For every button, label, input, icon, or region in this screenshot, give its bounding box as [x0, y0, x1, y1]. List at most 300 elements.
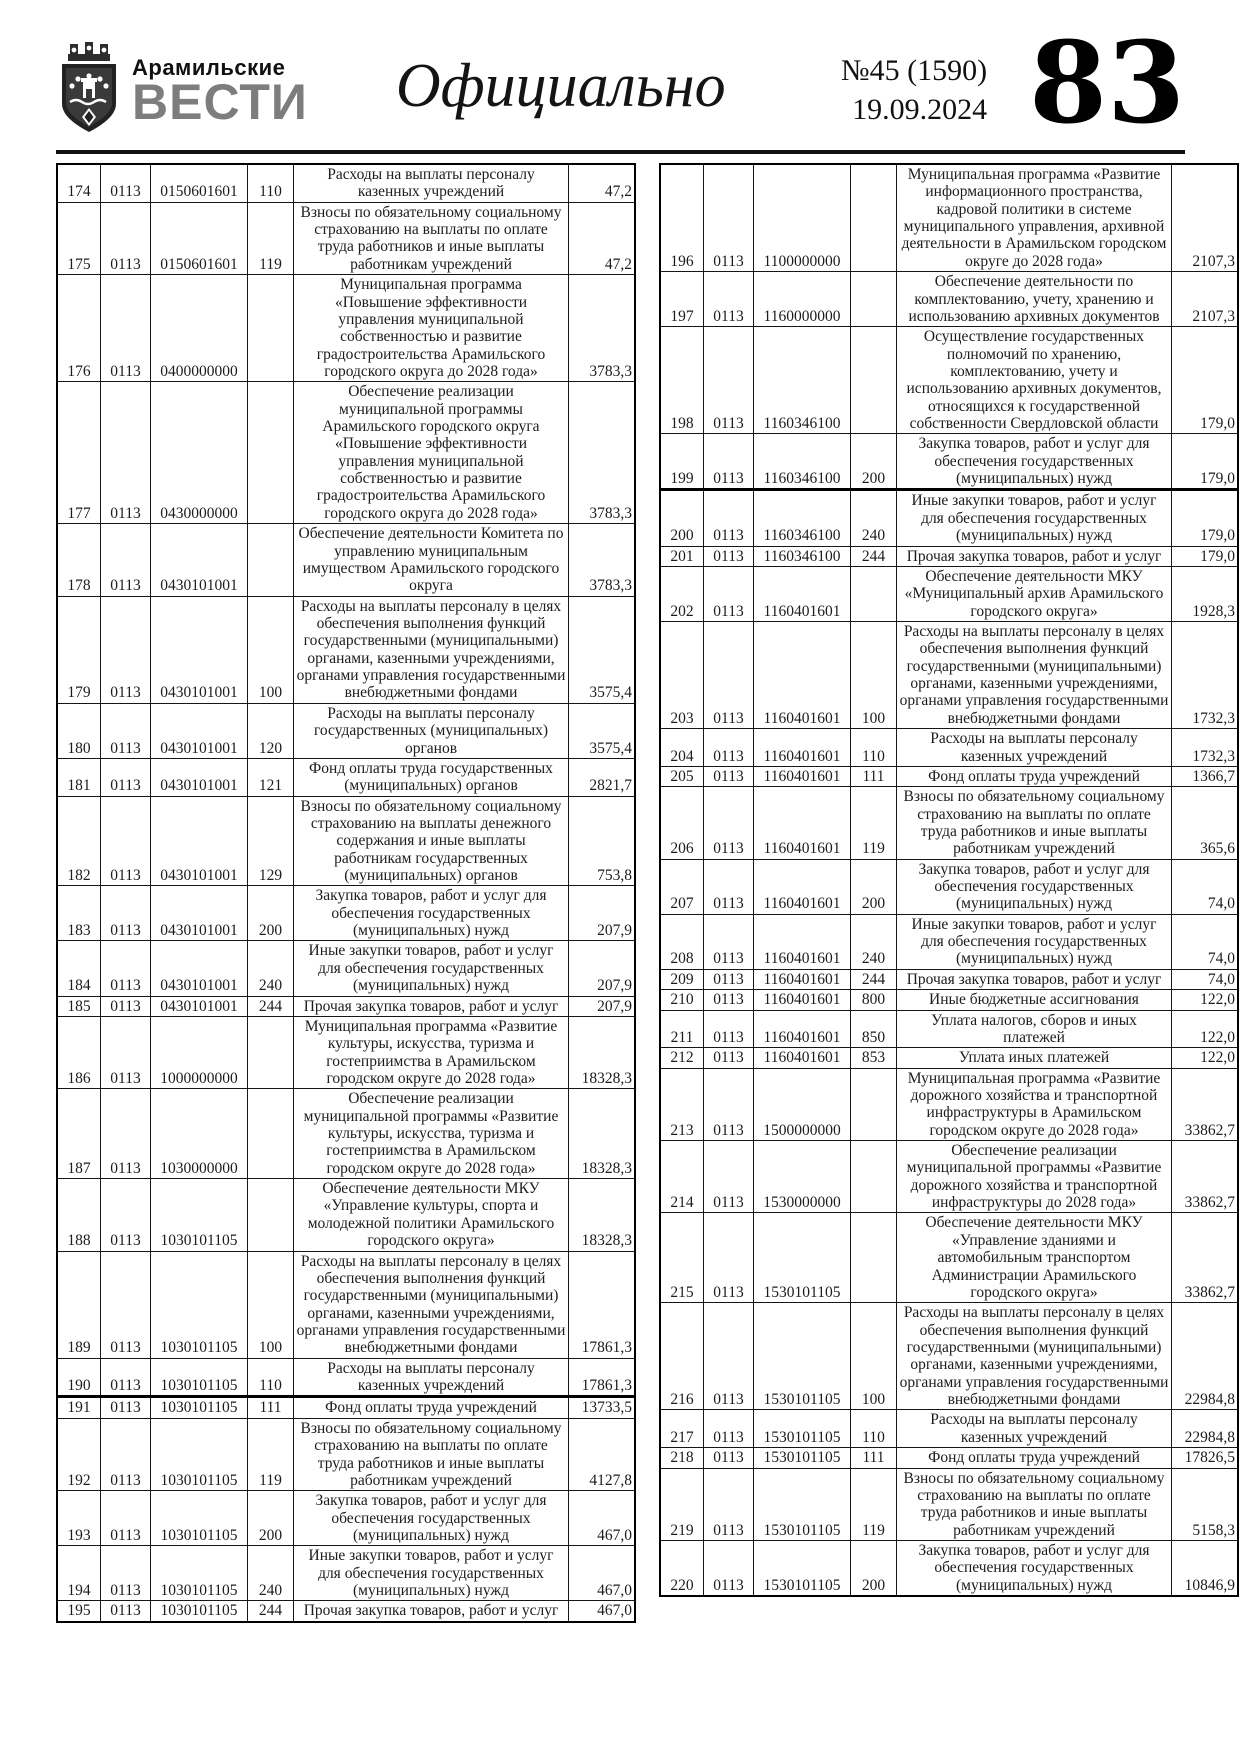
cell-row-number: 187: [57, 1089, 101, 1179]
cell-expense-type-code: 200: [248, 886, 294, 941]
cell-expense-type-code: 240: [248, 1546, 294, 1601]
cell-amount: 122,0: [1172, 1010, 1239, 1048]
cell-amount: 1732,3: [1172, 729, 1239, 767]
cell-section-code: 0113: [101, 1397, 151, 1418]
cell-target-item-code: 0400000000: [151, 275, 248, 382]
table-row: [660, 566, 1238, 621]
table-row: [57, 1016, 635, 1088]
cell-row-number: 205: [660, 766, 704, 786]
cell-name: Уплата налогов, сборов и иных платежей: [897, 1010, 1172, 1048]
table-row: [57, 796, 635, 886]
table-row: [660, 1048, 1238, 1068]
cell-row-number: 218: [660, 1448, 704, 1468]
cell-target-item-code: 1530000000: [754, 1141, 851, 1213]
cell-section-code: 0113: [704, 1048, 754, 1068]
cell-expense-type-code: 100: [851, 1303, 897, 1410]
cell-row-number: 177: [57, 382, 101, 524]
cell-row-number: 183: [57, 886, 101, 941]
cell-expense-type-code: [248, 524, 294, 596]
cell-target-item-code: 0430101001: [151, 996, 248, 1016]
cell-amount: 3783,3: [569, 382, 636, 524]
cell-row-number: 176: [57, 275, 101, 382]
cell-name: Взносы по обязательному социальному страхованию на выплаты по оплате труда работников и иные выплаты работникам учреждений: [294, 1418, 569, 1490]
cell-amount: 179,0: [1172, 327, 1239, 434]
cell-row-number: 220: [660, 1540, 704, 1596]
cell-name: Иные закупки товаров, работ и услуг для обеспечения государственных (муниципальных) нужд: [294, 941, 569, 996]
cell-amount: 33862,7: [1172, 1068, 1239, 1140]
cell-target-item-code: 1530101105: [754, 1468, 851, 1540]
cell-expense-type-code: 853: [851, 1048, 897, 1068]
cell-name: Взносы по обязательному социальному страхованию на выплаты по оплате труда работников и иные выплаты работникам учреждений: [897, 1468, 1172, 1540]
masthead-line2: ВЕСТИ: [132, 73, 308, 130]
cell-amount: 179,0: [1172, 490, 1239, 546]
cell-row-number: 195: [57, 1601, 101, 1622]
cell-section-code: 0113: [704, 546, 754, 566]
table-row: [660, 1068, 1238, 1140]
cell-section-code: 0113: [101, 202, 151, 274]
cell-row-number: 202: [660, 566, 704, 621]
cell-row-number: 178: [57, 524, 101, 596]
table-row: [57, 758, 635, 796]
cell-row-number: 189: [57, 1251, 101, 1358]
cell-row-number: 204: [660, 729, 704, 767]
cell-amount: 3783,3: [569, 275, 636, 382]
table-row: [660, 1213, 1238, 1303]
cell-name: Муниципальная программа «Развитие культуры, искусства, туризма и гостеприимства в Арамильском городском округе до 2028 года»: [294, 1016, 569, 1088]
cell-row-number: 203: [660, 621, 704, 728]
cell-name: Расходы на выплаты персоналу в целях обеспечения выполнения функций государственными (муниципальными) органами, казенными учреждениями, органами управления государственными внебюджетными фондами: [294, 1251, 569, 1358]
table-row: [660, 859, 1238, 914]
cell-row-number: 174: [57, 164, 101, 202]
cell-section-code: 0113: [101, 703, 151, 758]
cell-amount: 207,9: [569, 886, 636, 941]
table-row: [57, 1418, 635, 1490]
cell-amount: 207,9: [569, 996, 636, 1016]
cell-target-item-code: 0150601601: [151, 202, 248, 274]
table-row: [57, 1179, 635, 1251]
cell-row-number: 193: [57, 1491, 101, 1546]
cell-expense-type-code: 110: [851, 1410, 897, 1448]
cell-name: Расходы на выплаты персоналу в целях обеспечения выполнения функций государственными (муниципальными) органами, казенными учреждениями, органами управления государственными внебюджетными фондами: [294, 596, 569, 703]
table-row: [660, 1540, 1238, 1596]
cell-name: Осуществление государственных полномочий по хранению, комплектованию, учету и использованию архивных документов, относящихся к государственной собственности Свердловской области: [897, 327, 1172, 434]
cell-target-item-code: 1160401601: [754, 566, 851, 621]
masthead-title: [132, 54, 308, 130]
cell-row-number: 180: [57, 703, 101, 758]
cell-row-number: 211: [660, 1010, 704, 1048]
cell-name: Обеспечение реализации муниципальной программы «Развитие культуры, искусства, туризма и гостеприимства в Арамильском городском округе до 2028 года»: [294, 1089, 569, 1179]
cell-expense-type-code: 850: [851, 1010, 897, 1048]
table-row: [660, 1010, 1238, 1048]
table-row: [660, 546, 1238, 566]
content-columns: [56, 163, 1235, 1623]
cell-target-item-code: 1160000000: [754, 272, 851, 327]
cell-target-item-code: 1030101105: [151, 1179, 248, 1251]
cell-target-item-code: 1160401601: [754, 766, 851, 786]
table-row: [660, 1448, 1238, 1468]
budget-table-left: [56, 163, 636, 1623]
cell-section-code: 0113: [101, 796, 151, 886]
cell-name: Взносы по обязательному социальному страхованию на выплаты по оплате труда работников и иные выплаты работникам учреждений: [294, 202, 569, 274]
cell-amount: 74,0: [1172, 969, 1239, 989]
cell-expense-type-code: 240: [248, 941, 294, 996]
cell-amount: 179,0: [1172, 546, 1239, 566]
cell-row-number: 216: [660, 1303, 704, 1410]
cell-name: Расходы на выплаты персоналу в целях обеспечения выполнения функций государственными (муниципальными) органами, казенными учреждениями, органами управления государственными внебюджетными фондами: [897, 621, 1172, 728]
cell-amount: 1928,3: [1172, 566, 1239, 621]
table-row: [57, 202, 635, 274]
cell-name: Прочая закупка товаров, работ и услуг: [294, 1601, 569, 1622]
cell-target-item-code: 1160346100: [754, 490, 851, 546]
table-row: [660, 327, 1238, 434]
cell-name: Расходы на выплаты персоналу казенных учреждений: [294, 1358, 569, 1397]
cell-target-item-code: 1160401601: [754, 990, 851, 1010]
cell-section-code: 0113: [101, 996, 151, 1016]
cell-name: Обеспечение реализации муниципальной программы «Развитие дорожного хозяйства и транспортной инфраструктуры до 2028 года»: [897, 1141, 1172, 1213]
table-row: [660, 1141, 1238, 1213]
table-row: [57, 1491, 635, 1546]
table-row: [57, 703, 635, 758]
issue-number: №45 (1590): [841, 54, 988, 87]
cell-section-code: 0113: [704, 859, 754, 914]
cell-expense-type-code: [248, 382, 294, 524]
cell-expense-type-code: [851, 1213, 897, 1303]
cell-name: Расходы на выплаты персоналу казенных учреждений: [897, 1410, 1172, 1448]
cell-section-code: 0113: [704, 990, 754, 1010]
cell-amount: 22984,8: [1172, 1410, 1239, 1448]
cell-target-item-code: 0430101001: [151, 758, 248, 796]
cell-amount: 2107,3: [1172, 272, 1239, 327]
header-divider: [56, 150, 1185, 154]
table-row: [57, 886, 635, 941]
cell-target-item-code: 1530101105: [754, 1303, 851, 1410]
cell-section-code: 0113: [704, 434, 754, 490]
cell-expense-type-code: [851, 1141, 897, 1213]
cell-name: Фонд оплаты труда учреждений: [897, 1448, 1172, 1468]
cell-row-number: 188: [57, 1179, 101, 1251]
cell-amount: 365,6: [1172, 787, 1239, 859]
cell-row-number: 208: [660, 914, 704, 969]
cell-section-code: 0113: [704, 1068, 754, 1140]
cell-name: Муниципальная программа «Повышение эффективности управления муниципальной собственностью и развитие градостроительства Арамильского городского округа до 2028 года»: [294, 275, 569, 382]
cell-target-item-code: 1160346100: [754, 434, 851, 490]
cell-name: Закупка товаров, работ и услуг для обеспечения государственных (муниципальных) нужд: [294, 1491, 569, 1546]
cell-section-code: 0113: [101, 1016, 151, 1088]
cell-name: Обеспечение деятельности Комитета по управлению муниципальным имуществом Арамильского городского округа: [294, 524, 569, 596]
cell-section-code: 0113: [704, 969, 754, 989]
cell-target-item-code: 1530101105: [754, 1540, 851, 1596]
cell-target-item-code: 1160401601: [754, 621, 851, 728]
cell-amount: 3783,3: [569, 524, 636, 596]
cell-section-code: 0113: [101, 164, 151, 202]
cell-name: Муниципальная программа «Развитие дорожного хозяйства и транспортной инфраструктуры в Арамильском городском округе до 2028 года»: [897, 1068, 1172, 1140]
cell-target-item-code: 1160346100: [754, 546, 851, 566]
cell-amount: 17861,3: [569, 1251, 636, 1358]
cell-name: Фонд оплаты труда государственных (муниципальных) органов: [294, 758, 569, 796]
table-row: [660, 1303, 1238, 1410]
cell-expense-type-code: 200: [851, 859, 897, 914]
cell-amount: 74,0: [1172, 859, 1239, 914]
cell-row-number: 175: [57, 202, 101, 274]
cell-name: Расходы на выплаты персоналу казенных учреждений: [294, 164, 569, 202]
cell-row-number: 198: [660, 327, 704, 434]
issue-date: 19.09.2024: [852, 93, 988, 126]
cell-row-number: 210: [660, 990, 704, 1010]
page-header: [56, 18, 1185, 150]
table-row: [57, 1546, 635, 1601]
cell-expense-type-code: [851, 1068, 897, 1140]
cell-amount: 122,0: [1172, 1048, 1239, 1068]
cell-row-number: 184: [57, 941, 101, 996]
cell-row-number: 219: [660, 1468, 704, 1540]
table-row: [660, 434, 1238, 490]
cell-row-number: 217: [660, 1410, 704, 1448]
cell-row-number: 201: [660, 546, 704, 566]
cell-amount: 3575,4: [569, 596, 636, 703]
cell-section-code: 0113: [101, 1418, 151, 1490]
table-row: [660, 1410, 1238, 1448]
page-number: 83: [1029, 18, 1185, 150]
table-row: [660, 766, 1238, 786]
cell-section-code: 0113: [101, 1251, 151, 1358]
cell-expense-type-code: [851, 164, 897, 272]
table-row: [57, 1251, 635, 1358]
cell-section-code: 0113: [704, 914, 754, 969]
cell-target-item-code: 1160401601: [754, 1048, 851, 1068]
cell-row-number: 186: [57, 1016, 101, 1088]
cell-target-item-code: 1100000000: [754, 164, 851, 272]
table-row: [660, 914, 1238, 969]
cell-amount: 33862,7: [1172, 1213, 1239, 1303]
cell-section-code: 0113: [101, 275, 151, 382]
cell-row-number: 194: [57, 1546, 101, 1601]
table-row: [660, 621, 1238, 728]
cell-target-item-code: 1160401601: [754, 787, 851, 859]
cell-section-code: 0113: [101, 1358, 151, 1397]
cell-amount: 207,9: [569, 941, 636, 996]
cell-expense-type-code: 244: [851, 546, 897, 566]
cell-amount: 3575,4: [569, 703, 636, 758]
cell-name: Обеспечение деятельности по комплектованию, учету, хранению и использованию архивных документов: [897, 272, 1172, 327]
cell-expense-type-code: 100: [851, 621, 897, 728]
cell-section-code: 0113: [704, 1468, 754, 1540]
cell-target-item-code: 1030101105: [151, 1358, 248, 1397]
table-row: [660, 969, 1238, 989]
cell-section-code: 0113: [101, 886, 151, 941]
cell-section-code: 0113: [101, 1179, 151, 1251]
cell-amount: 18328,3: [569, 1016, 636, 1088]
cell-expense-type-code: [248, 1179, 294, 1251]
cell-expense-type-code: 110: [851, 729, 897, 767]
cell-row-number: 213: [660, 1068, 704, 1140]
cell-name: Расходы на выплаты персоналу в целях обеспечения выполнения функций государственными (муниципальными) органами, казенными учреждениями, органами управления государственными внебюджетными фондами: [897, 1303, 1172, 1410]
cell-section-code: 0113: [704, 272, 754, 327]
cell-expense-type-code: [248, 1089, 294, 1179]
cell-row-number: 185: [57, 996, 101, 1016]
cell-expense-type-code: [851, 566, 897, 621]
cell-name: Обеспечение реализации муниципальной программы Арамильского городского округа «Повышение эффективности управления муниципальной собственностью и развитие градостроительства Арамильского городского округа до 2028 года»: [294, 382, 569, 524]
cell-expense-type-code: 800: [851, 990, 897, 1010]
coat-of-arms-icon: [56, 42, 122, 139]
table-row: [57, 1358, 635, 1397]
cell-target-item-code: 1160401601: [754, 729, 851, 767]
cell-row-number: 191: [57, 1397, 101, 1418]
cell-name: Иные закупки товаров, работ и услуг для обеспечения государственных (муниципальных) нужд: [897, 490, 1172, 546]
cell-section-code: 0113: [704, 1010, 754, 1048]
cell-target-item-code: 1030101105: [151, 1251, 248, 1358]
cell-target-item-code: 1030101105: [151, 1397, 248, 1418]
cell-expense-type-code: 244: [248, 1601, 294, 1622]
section-title: Официально: [395, 51, 726, 120]
table-row: [57, 382, 635, 524]
cell-section-code: 0113: [101, 1546, 151, 1601]
cell-name: Иные закупки товаров, работ и услуг для обеспечения государственных (муниципальных) нужд: [294, 1546, 569, 1601]
cell-amount: 33862,7: [1172, 1141, 1239, 1213]
cell-name: Муниципальная программа «Развитие информационного пространства, кадровой политики в системе муниципального управления, архивной деятельности в Арамильском городском округе до 2028 года»: [897, 164, 1172, 272]
cell-amount: 753,8: [569, 796, 636, 886]
cell-section-code: 0113: [704, 729, 754, 767]
cell-name: Закупка товаров, работ и услуг для обеспечения государственных (муниципальных) нужд: [897, 434, 1172, 490]
cell-expense-type-code: 119: [248, 1418, 294, 1490]
cell-name: Иные бюджетные ассигнования: [897, 990, 1172, 1010]
table-row: [57, 1601, 635, 1622]
cell-name: Взносы по обязательному социальному страхованию на выплаты по оплате труда работников и иные выплаты работникам учреждений: [897, 787, 1172, 859]
cell-row-number: 190: [57, 1358, 101, 1397]
cell-expense-type-code: 244: [248, 996, 294, 1016]
cell-name: Закупка товаров, работ и услуг для обеспечения государственных (муниципальных) нужд: [897, 1540, 1172, 1596]
cell-expense-type-code: 111: [851, 1448, 897, 1468]
cell-amount: 17826,5: [1172, 1448, 1239, 1468]
cell-target-item-code: 1160401601: [754, 914, 851, 969]
cell-amount: 18328,3: [569, 1179, 636, 1251]
cell-target-item-code: 0430101001: [151, 796, 248, 886]
cell-amount: 122,0: [1172, 990, 1239, 1010]
cell-target-item-code: 1030101105: [151, 1418, 248, 1490]
table-row: [57, 275, 635, 382]
cell-section-code: 0113: [704, 490, 754, 546]
table-row: [57, 164, 635, 202]
issue-block: [841, 51, 987, 129]
cell-amount: 467,0: [569, 1491, 636, 1546]
cell-name: Фонд оплаты труда учреждений: [897, 766, 1172, 786]
cell-target-item-code: 0430101001: [151, 703, 248, 758]
table-row: [660, 272, 1238, 327]
cell-row-number: 200: [660, 490, 704, 546]
cell-row-number: 182: [57, 796, 101, 886]
cell-expense-type-code: 200: [248, 1491, 294, 1546]
cell-amount: 1366,7: [1172, 766, 1239, 786]
cell-amount: 74,0: [1172, 914, 1239, 969]
cell-row-number: 207: [660, 859, 704, 914]
cell-name: Фонд оплаты труда учреждений: [294, 1397, 569, 1418]
cell-expense-type-code: 110: [248, 164, 294, 202]
cell-section-code: 0113: [704, 1410, 754, 1448]
cell-target-item-code: 1000000000: [151, 1016, 248, 1088]
cell-target-item-code: 1030101105: [151, 1491, 248, 1546]
cell-row-number: 181: [57, 758, 101, 796]
table-row: [660, 787, 1238, 859]
cell-section-code: 0113: [101, 382, 151, 524]
cell-row-number: 206: [660, 787, 704, 859]
cell-name: Обеспечение деятельности МКУ «Управление зданиями и автомобильным транспортом Администрации Арамильского городского округа»: [897, 1213, 1172, 1303]
cell-expense-type-code: [851, 272, 897, 327]
cell-name: Закупка товаров, работ и услуг для обеспечения государственных (муниципальных) нужд: [294, 886, 569, 941]
cell-amount: 13733,5: [569, 1397, 636, 1418]
cell-section-code: 0113: [101, 1491, 151, 1546]
cell-target-item-code: 1160346100: [754, 327, 851, 434]
cell-amount: 47,2: [569, 202, 636, 274]
cell-section-code: 0113: [704, 1141, 754, 1213]
cell-row-number: 197: [660, 272, 704, 327]
cell-target-item-code: 0430101001: [151, 941, 248, 996]
cell-expense-type-code: [851, 327, 897, 434]
table-row: [57, 524, 635, 596]
cell-target-item-code: 1160401601: [754, 969, 851, 989]
cell-section-code: 0113: [704, 164, 754, 272]
cell-amount: 2821,7: [569, 758, 636, 796]
cell-amount: 1732,3: [1172, 621, 1239, 728]
cell-expense-type-code: 119: [248, 202, 294, 274]
table-row: [660, 1468, 1238, 1540]
cell-row-number: 215: [660, 1213, 704, 1303]
cell-amount: 22984,8: [1172, 1303, 1239, 1410]
cell-row-number: 179: [57, 596, 101, 703]
cell-target-item-code: 1500000000: [754, 1068, 851, 1140]
cell-section-code: 0113: [704, 566, 754, 621]
cell-target-item-code: 0430101001: [151, 886, 248, 941]
table-row: [660, 164, 1238, 272]
cell-amount: 179,0: [1172, 434, 1239, 490]
masthead-logo: [56, 42, 308, 139]
cell-target-item-code: 1030000000: [151, 1089, 248, 1179]
cell-expense-type-code: 240: [851, 914, 897, 969]
cell-row-number: 199: [660, 434, 704, 490]
cell-expense-type-code: 121: [248, 758, 294, 796]
cell-target-item-code: 1530101105: [754, 1448, 851, 1468]
cell-section-code: 0113: [704, 621, 754, 728]
cell-row-number: 212: [660, 1048, 704, 1068]
cell-expense-type-code: 111: [248, 1397, 294, 1418]
table-row: [660, 990, 1238, 1010]
cell-name: Уплата иных платежей: [897, 1048, 1172, 1068]
cell-target-item-code: 1030101105: [151, 1546, 248, 1601]
cell-section-code: 0113: [101, 1601, 151, 1622]
cell-name: Иные закупки товаров, работ и услуг для обеспечения государственных (муниципальных) нужд: [897, 914, 1172, 969]
cell-section-code: 0113: [704, 1303, 754, 1410]
cell-expense-type-code: 119: [851, 787, 897, 859]
cell-amount: 467,0: [569, 1546, 636, 1601]
cell-name: Расходы на выплаты персоналу государственных (муниципальных) органов: [294, 703, 569, 758]
cell-name: Прочая закупка товаров, работ и услуг: [897, 546, 1172, 566]
cell-expense-type-code: 100: [248, 1251, 294, 1358]
cell-section-code: 0113: [704, 1213, 754, 1303]
cell-expense-type-code: 120: [248, 703, 294, 758]
cell-name: Прочая закупка товаров, работ и услуг: [294, 996, 569, 1016]
cell-section-code: 0113: [704, 766, 754, 786]
cell-row-number: 196: [660, 164, 704, 272]
cell-row-number: 209: [660, 969, 704, 989]
cell-target-item-code: 0430101001: [151, 596, 248, 703]
cell-section-code: 0113: [101, 941, 151, 996]
cell-expense-type-code: 110: [248, 1358, 294, 1397]
cell-amount: 47,2: [569, 164, 636, 202]
table-row: [57, 941, 635, 996]
table-row: [57, 596, 635, 703]
cell-amount: 17861,3: [569, 1358, 636, 1397]
cell-target-item-code: 0150601601: [151, 164, 248, 202]
cell-expense-type-code: 200: [851, 1540, 897, 1596]
cell-target-item-code: 1160401601: [754, 859, 851, 914]
